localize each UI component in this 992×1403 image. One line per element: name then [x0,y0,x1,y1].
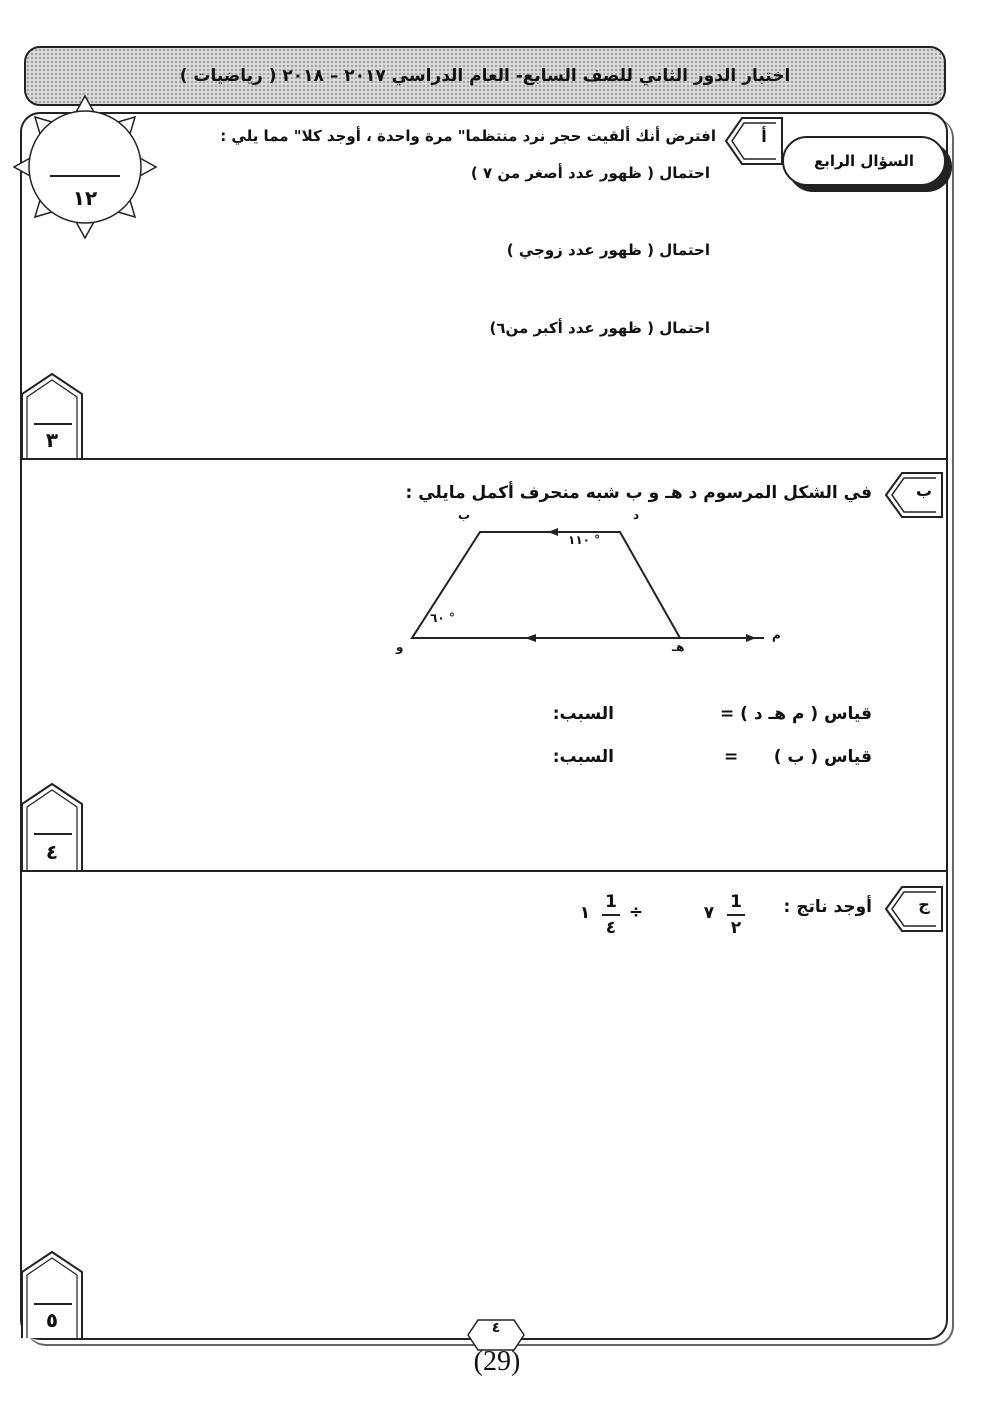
part-a-score: ٣ [45,428,59,452]
part-b-line2-eq: = [724,747,739,767]
page-number: (29) [473,1346,521,1377]
second-whole: ١ [579,903,591,923]
divider-a-b [20,458,948,460]
part-b-score: ٤ [45,840,59,864]
label-h: هـ [672,640,685,654]
total-score: ١٢ [72,186,98,210]
part-a-prompt: افترض أنك ألقيت حجر نرد منتظما" مرة واحدة ، أوجد كلا" مما يلي : [220,127,716,145]
main-frame [20,112,948,1340]
label-m: م [772,628,781,642]
part-b-line1-reason: السبب: [552,704,614,724]
division-operator: ÷ [628,902,644,922]
part-c-score: ٥ [45,1308,59,1332]
part-b-letter: ب [915,481,933,500]
first-fraction-numerator: 1 [730,892,742,912]
first-fraction-bar [727,914,745,916]
part-a-letter: أ [761,127,767,146]
label-angle-bottom: ٦٠ ° [430,611,455,625]
bottom-parallel-arrow-left [525,634,536,642]
page-small-number: ٤ [491,1320,501,1336]
part-b-line2-reason: السبب: [552,747,614,767]
part-a-item-1: احتمال ( ظهور عدد أصغر من ٧ ) [470,164,710,182]
bottom-parallel-arrow-right [746,634,756,642]
header-title: اختبار الدور الثاني للصف السابع- العام الدراسي ٢٠١٧ – ٢٠١٨ ( رياضيات ) [179,66,791,86]
first-whole: ٧ [703,903,715,923]
part-c-letter: ج [918,895,930,914]
label-w: و [396,640,404,654]
second-fraction-numerator: 1 [605,892,617,912]
part-b-line2: قياس ( ب ) [773,747,872,767]
divider-b-c [20,870,948,872]
part-c-prompt: أوجد ناتج : [783,897,872,917]
header-band [24,46,946,106]
top-parallel-arrow [548,528,558,536]
part-a-item-3: احتمال ( ظهور عدد أكبر من٦) [489,319,710,337]
second-fraction-denominator: ٤ [605,918,617,938]
label-angle-top: ١١٠ ° [568,533,601,547]
part-a-item-2: احتمال ( ظهور عدد زوجي ) [506,241,710,259]
total-score-badge [10,92,160,242]
question-title [782,136,946,186]
label-d: د [633,508,640,522]
part-b-prompt: في الشكل المرسوم د هـ و ب شبه منحرف أكمل مايلي : [405,483,872,503]
question-title-text: السؤال الرابع [814,152,914,170]
label-b: ب [458,508,471,522]
part-b-line1: قياس ( م هـ د ) = [720,704,872,724]
first-fraction-denominator: ٢ [730,918,742,938]
second-fraction-bar [602,914,620,916]
